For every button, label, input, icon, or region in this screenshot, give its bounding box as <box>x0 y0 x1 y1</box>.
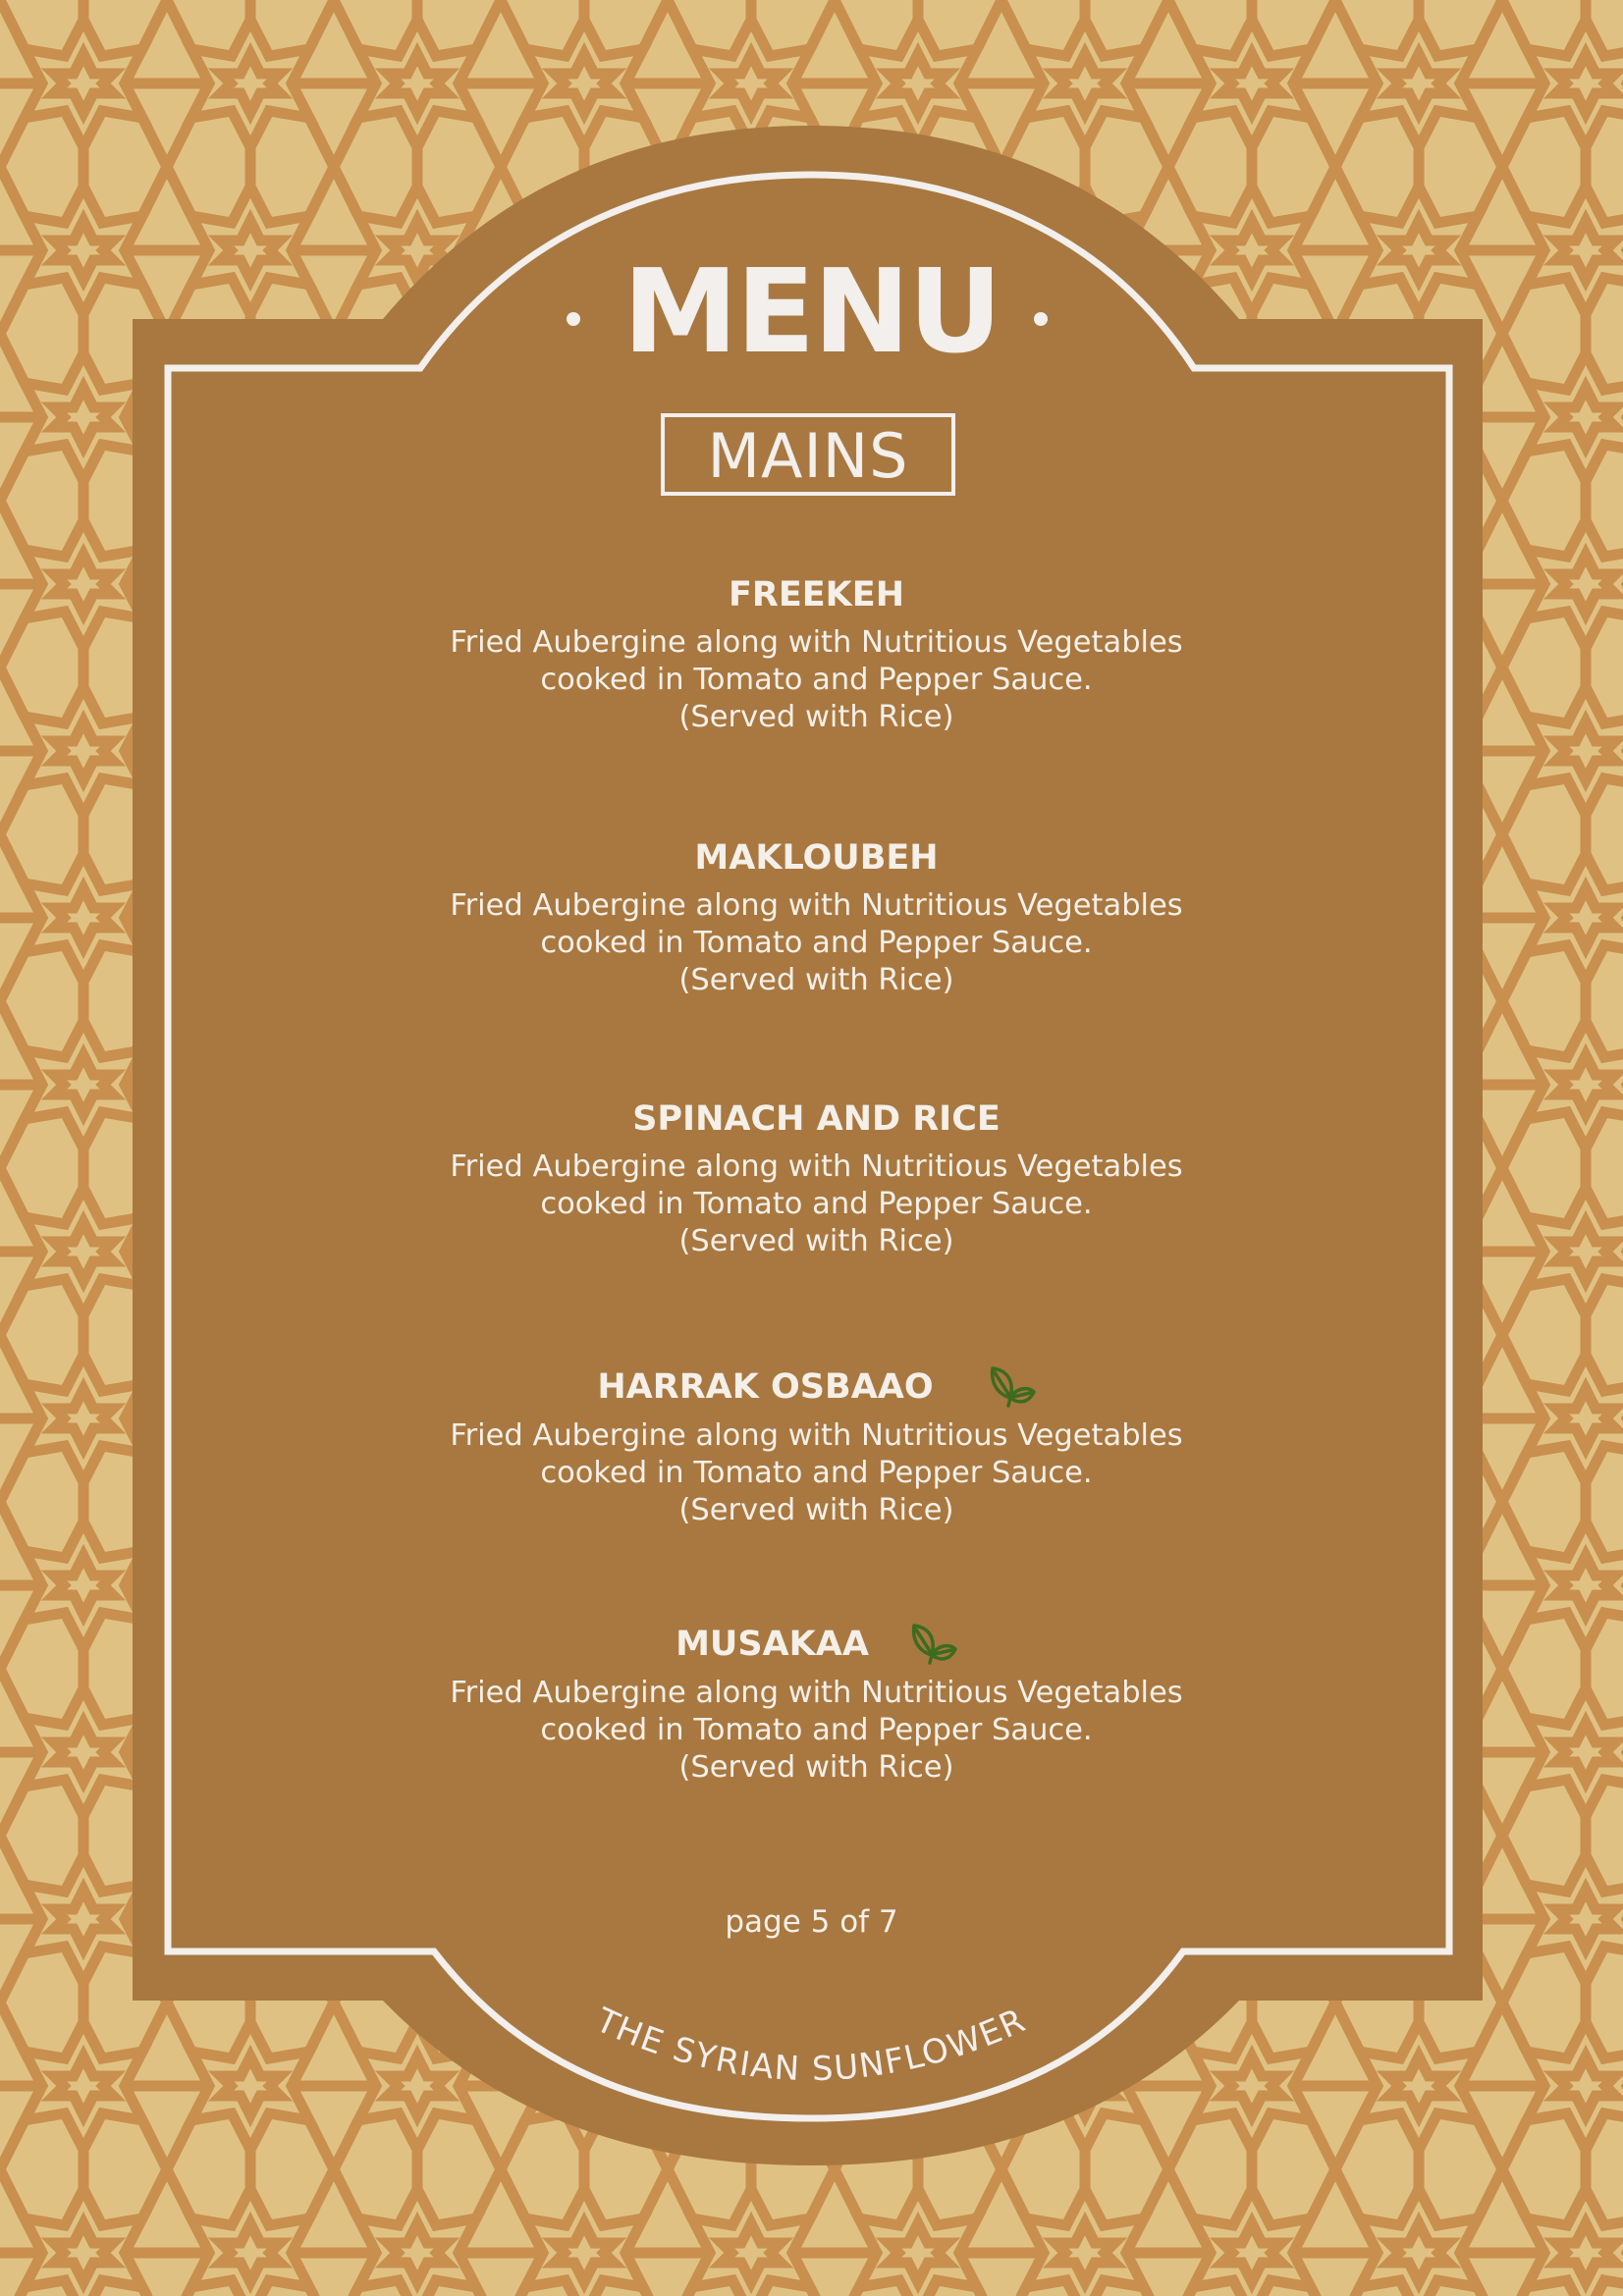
leaf-icon <box>987 1364 1036 1410</box>
item-description: Fried Aubergine along with Nutritious Vegetables cooked in Tomato and Pepper Sauce. (Served with Rice) <box>450 625 1183 734</box>
item-name: HARRAK OSBAAO <box>597 1367 934 1407</box>
menu-item <box>295 1364 1338 1529</box>
menu-item <box>295 573 1338 736</box>
item-description: Fried Aubergine along with Nutritious Vegetables cooked in Tomato and Pepper Sauce. (Served with Rice) <box>450 888 1183 997</box>
item-name: FREEKEH <box>729 575 904 614</box>
item-name-row <box>676 1622 957 1667</box>
item-name: MAKLOUBEH <box>694 838 939 878</box>
menu-item <box>295 1097 1338 1260</box>
restaurant-name: THE SYRIAN SUNFLOWER <box>589 2001 1033 2090</box>
item-description: Fried Aubergine along with Nutritious Vegetables cooked in Tomato and Pepper Sauce. (Served with Rice) <box>450 1418 1183 1527</box>
leaf-icon <box>908 1622 957 1667</box>
item-description: Fried Aubergine along with Nutritious Vegetables cooked in Tomato and Pepper Sauce. (Served with Rice) <box>450 1676 1183 1785</box>
item-name: MUSAKAA <box>676 1625 869 1664</box>
menu-item <box>295 836 1338 999</box>
page-number: page 5 of 7 <box>725 1904 898 1940</box>
menu-item <box>295 1622 1338 1787</box>
menu-title: MENU <box>622 243 1001 379</box>
item-name-row <box>597 1364 1035 1410</box>
item-name: SPINACH AND RICE <box>632 1099 1001 1139</box>
item-description: Fried Aubergine along with Nutritious Vegetables cooked in Tomato and Pepper Sauce. (Served with Rice) <box>450 1149 1183 1258</box>
section-title: MAINS <box>661 413 955 496</box>
